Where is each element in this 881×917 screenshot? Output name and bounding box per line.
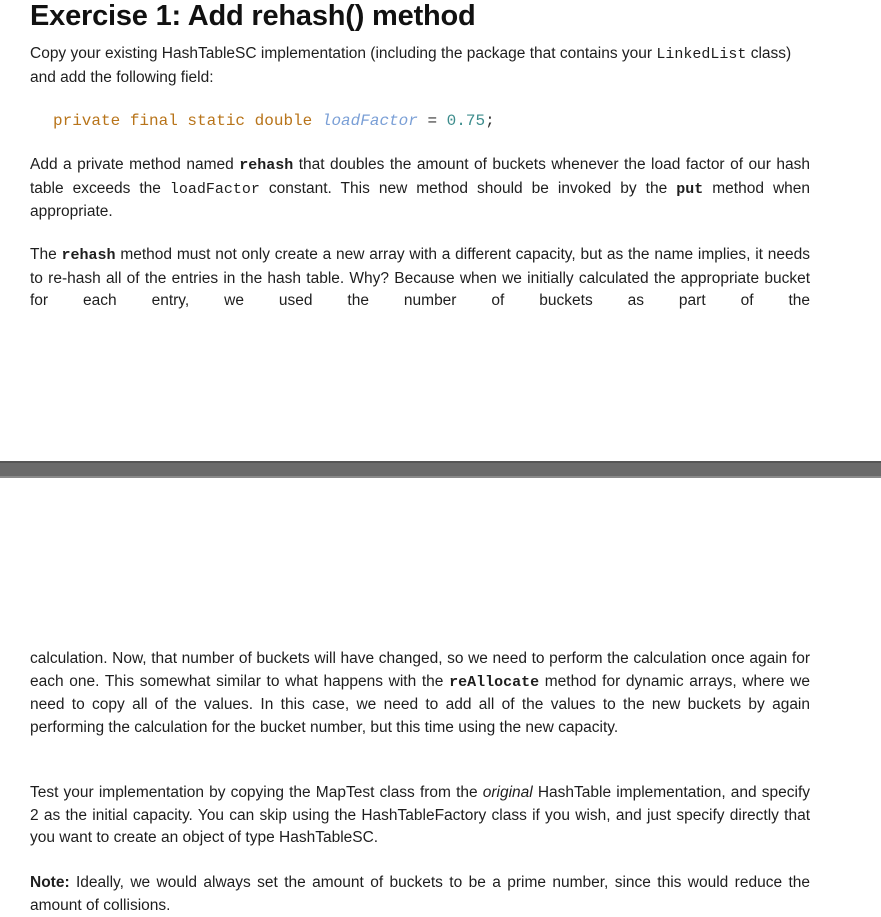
- linkedlist-code: LinkedList: [656, 46, 747, 63]
- rehash-text-4: method when appropriate.: [30, 179, 811, 220]
- continue-paragraph: [30, 648, 810, 739]
- code-variable: loadFactor: [321, 112, 418, 130]
- intro-paragraph: [30, 43, 810, 89]
- original-emphasis: original: [482, 784, 533, 801]
- document-page-bottom: [0, 478, 881, 917]
- loadfactor-code: loadFactor: [169, 180, 260, 198]
- code-snippet: [53, 110, 495, 132]
- note-label: Note:: [30, 874, 70, 891]
- intro-text: Copy your existing HashTableSC implementation (including the package that contains your: [30, 45, 657, 62]
- continue-text: calculation. Now, that number of buckets will have changed, so we need to perform the calculation once again for each one. This somewhat similar to what happens with the: [30, 650, 810, 690]
- rehash-text-2: that doubles the amount of buckets whenever the load factor of our hash table exceeds the: [30, 156, 810, 197]
- explain-text-2: method must not only create a new array with a different capacity, but as the name implies, it needs to re-hash all of the entries in the hash table. Why? Because when we initially calculated the appropriate bucket for each entry, we used the number of buckets as part of the: [30, 246, 811, 309]
- continue-text-2: method for dynamic arrays, where we need to copy all of the values. In this case, we need to add all of the values to the new buckets by again performing the calculation for the bucket number, but this time using the new capacity.: [30, 672, 810, 736]
- reallocate-code: reAllocate: [449, 673, 540, 691]
- code-keywords: private final static double: [53, 112, 322, 130]
- exercise-title: Exercise 1: Add rehash() method: [30, 0, 476, 32]
- code-number: 0.75: [446, 112, 486, 130]
- rehash-paragraph: [30, 154, 810, 224]
- rehash-code: rehash: [239, 157, 294, 174]
- note-paragraph: [30, 872, 810, 917]
- explain-paragraph: [30, 244, 810, 313]
- explain-text: The: [30, 246, 62, 263]
- code-operator: =: [417, 112, 447, 130]
- rehash-code-2: rehash: [61, 247, 116, 264]
- rehash-text: Add a private method named: [30, 156, 240, 173]
- test-paragraph: [30, 782, 810, 850]
- page-break-divider: [0, 461, 881, 478]
- test-text-2: HashTable implementation, and specify 2 as the initial capacity. You can skip using the HashTableFactory class if you wish, and just specify directly that you want to create an object of type HashTableSC.: [30, 784, 810, 846]
- code-semicolon: ;: [485, 112, 495, 130]
- intro-text-end: class) and add the following field:: [30, 45, 792, 86]
- test-text: Test your implementation by copying the MapTest class from the: [30, 784, 483, 801]
- rehash-text-3: constant. This new method should be invoked by the: [259, 179, 677, 197]
- note-text: Ideally, we would always set the amount of buckets to be a prime number, since this would reduce the amount of collisions.: [30, 874, 810, 914]
- put-code: put: [676, 180, 704, 198]
